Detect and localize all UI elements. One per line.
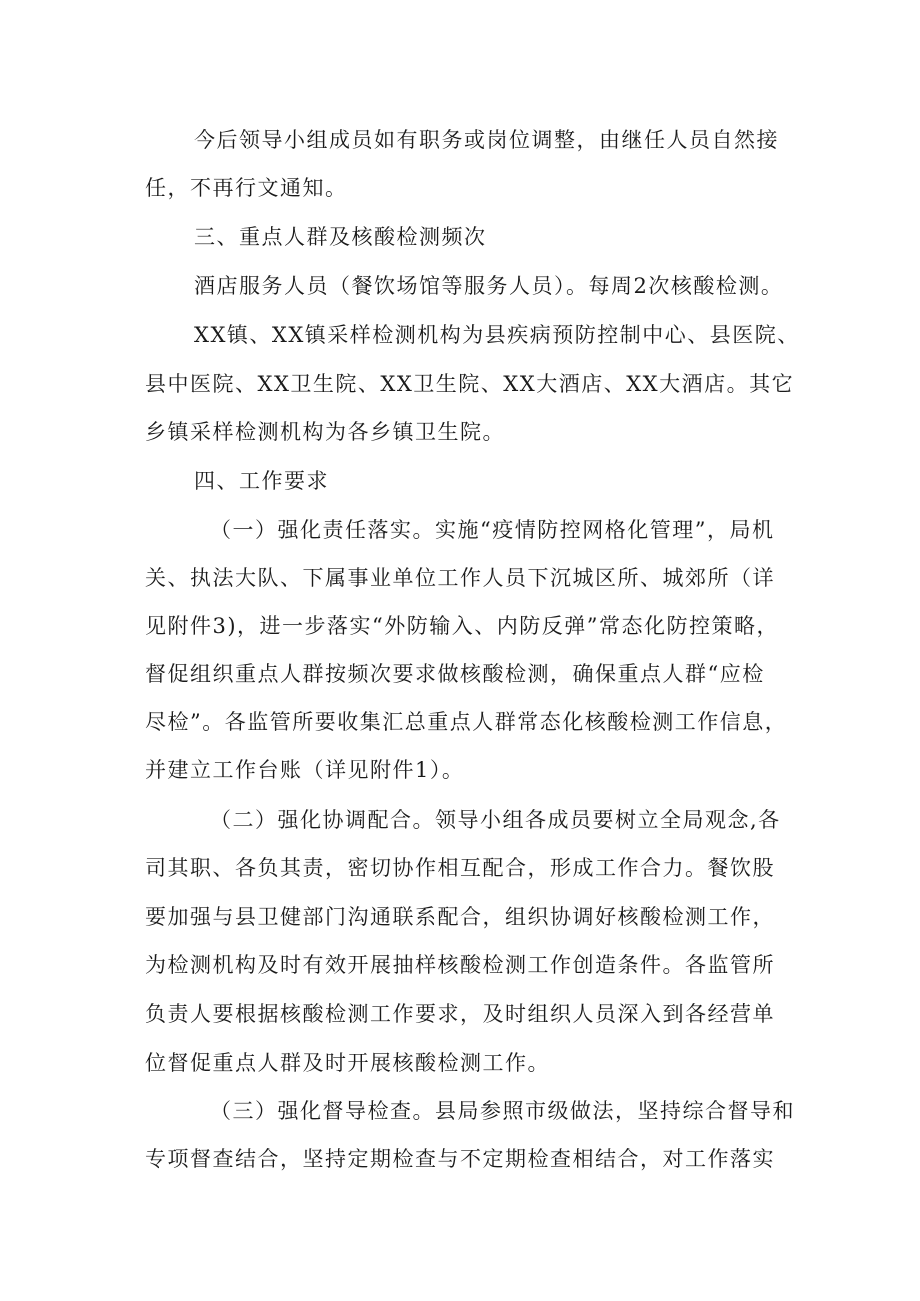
text-line: 督促组织重点人群按频次要求做核酸检测，确保重点人群“应检 (145, 662, 765, 686)
text-line: 要加强与县卫健部门沟通联系配合，组织协调好核酸检测工作， (145, 905, 775, 929)
text-line: 县中医院、XX卫生院、XX卫生院、XX大酒店、XX大酒店。其它 (145, 372, 795, 396)
section-heading: 三、重点人群及核酸检测频次 (194, 225, 487, 249)
text-line: 并建立工作台账（详见附件1）。 (145, 758, 465, 782)
text-line: 关、执法大队、下属事业单位工作人员下沉城区所、城郊所（详 (145, 566, 775, 590)
text-line: 为检测机构及时有效开展抽样核酸检测工作创造条件。各监管所 (145, 953, 775, 977)
text-line: 尽检”。各监管所要收集汇总重点人群常态化核酸检测工作信息， (145, 710, 788, 734)
section-heading: 四、工作要求 (194, 469, 329, 493)
text-line: XX镇、XX镇采样检测机构为县疾病预防控制中心、县医院、 (194, 323, 800, 347)
text-line: 负责人要根据核酸检测工作要求，及时组织人员深入到各经营单 (145, 1002, 775, 1026)
text-line: 今后领导小组成员如有职务或岗位调整，由继任人员自然接 (194, 128, 779, 152)
text-line: 乡镇采样检测机构为各乡镇卫生院。 (145, 420, 505, 444)
text-line: 司其职、各负其责，密切协作相互配合，形成工作合力。餐饮股 (145, 856, 775, 880)
text-line: （一）强化责任落实。实施“疫情防控网格化管理”，局机 (210, 518, 775, 542)
text-line: 位督促重点人群及时开展核酸检测工作。 (145, 1051, 550, 1075)
text-line: 任，不再行文通知。 (145, 176, 348, 200)
text-line: 见附件3)，进一步落实“外防输入、内防反弹”常态化防控策略， (145, 614, 780, 638)
text-line: （三）强化督导检查。县局参照市级做法，坚持综合督导和 (210, 1099, 795, 1123)
text-line: 酒店服务人员（餐饮场馆等服务人员）。每周2次核酸检测。 (194, 274, 784, 298)
text-line: 专项督查结合，坚持定期检查与不定期检查相结合，对工作落实 (145, 1147, 775, 1171)
text-line: （二）强化协调配合。领导小组各成员要树立全局观念,各 (210, 808, 781, 832)
